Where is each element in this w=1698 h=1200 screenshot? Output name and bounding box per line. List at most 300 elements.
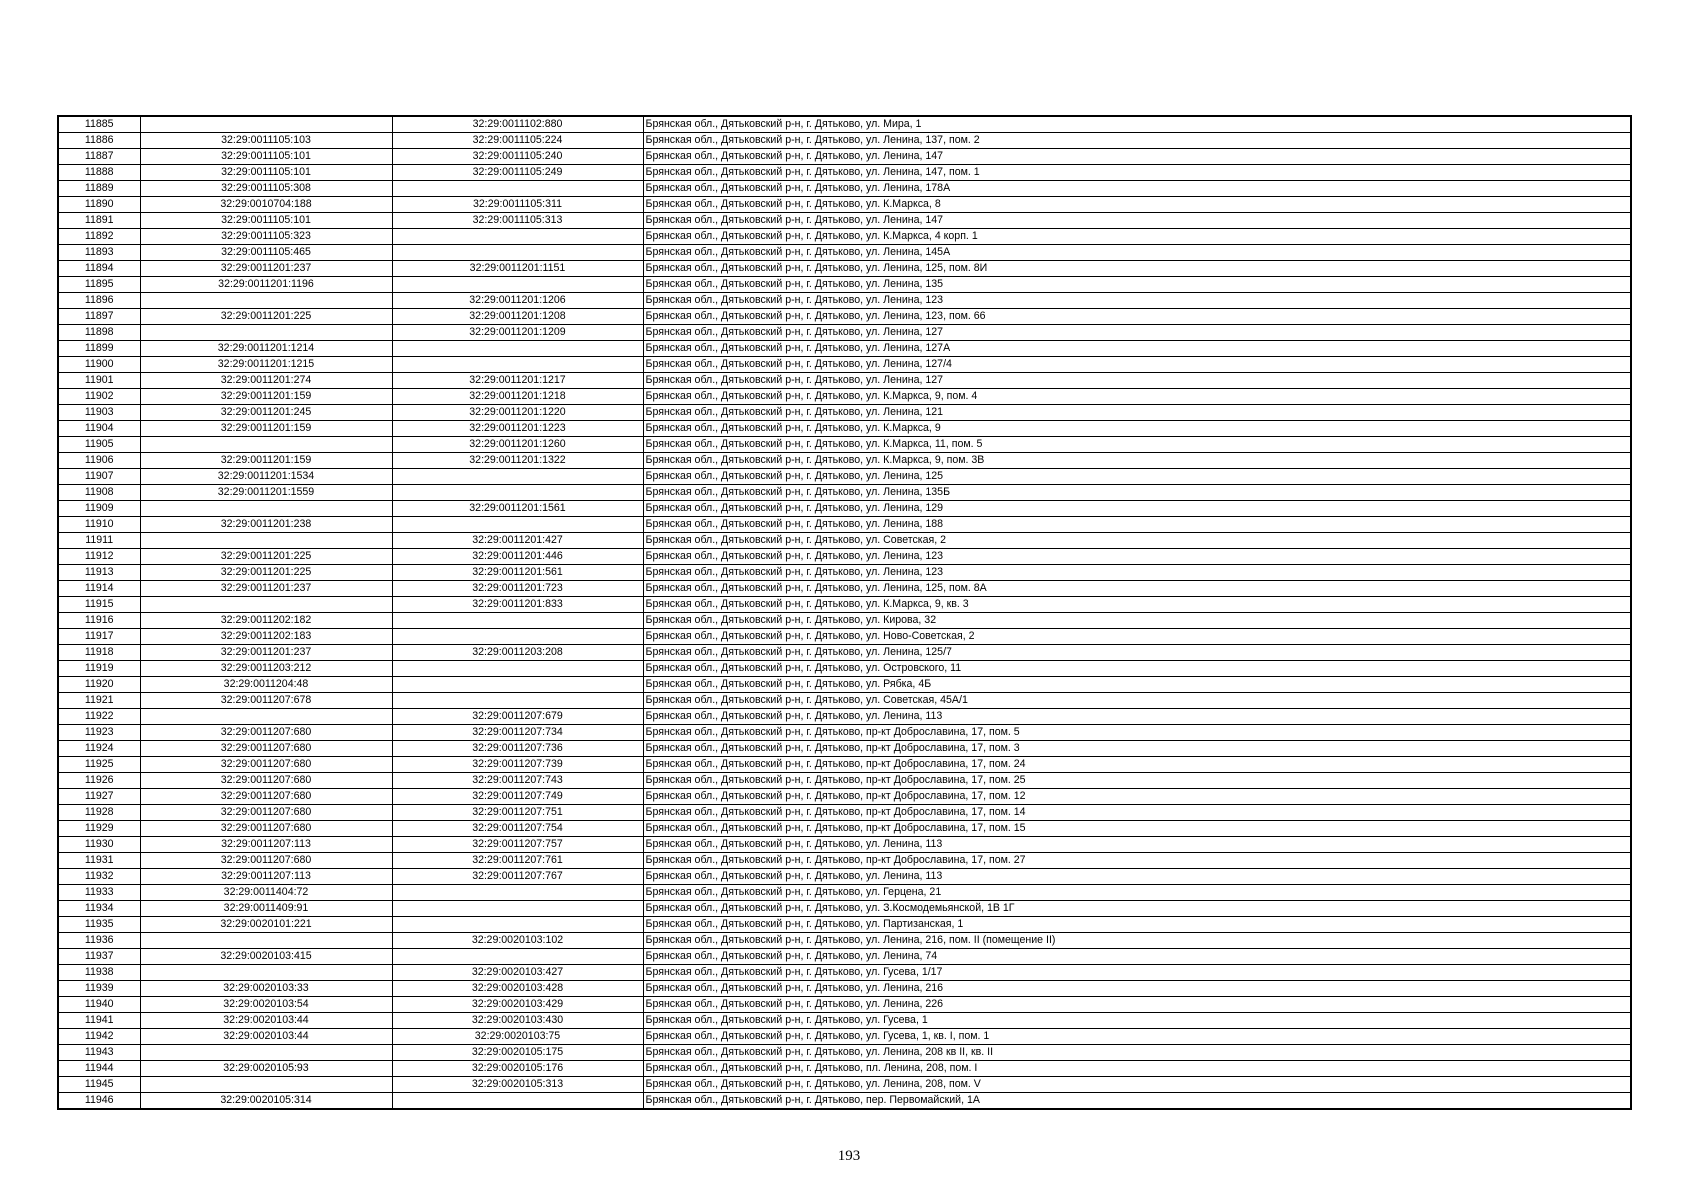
object-cadastral-number-cell: 32:29:0011102:880 xyxy=(392,116,643,133)
table-row xyxy=(58,213,1631,229)
object-cadastral-number-cell: 32:29:0011201:1322 xyxy=(392,453,643,469)
row-number-cell: 11891 xyxy=(58,213,140,229)
registry-table xyxy=(57,115,1632,1110)
address-cell: Брянская обл., Дятьковский р-н, г. Дятьково, ул. К.Маркса, 9, кв. 3 xyxy=(643,597,1631,613)
table-row xyxy=(58,949,1631,965)
address-cell: Брянская обл., Дятьковский р-н, г. Дятьково, ул. К.Маркса, 9 xyxy=(643,421,1631,437)
address-cell: Брянская обл., Дятьковский р-н, г. Дятьково, ул. Советская, 2 xyxy=(643,533,1631,549)
cadastral-number-cell: 32:29:0020103:44 xyxy=(140,1029,392,1045)
address-cell: Брянская обл., Дятьковский р-н, г. Дятьково, пл. Ленина, 208, пом. I xyxy=(643,1061,1631,1077)
address-cell: Брянская обл., Дятьковский р-н, г. Дятьково, ул. Ленина, 127/4 xyxy=(643,357,1631,373)
row-number-cell: 11922 xyxy=(58,709,140,725)
address-cell: Брянская обл., Дятьковский р-н, г. Дятьково, ул. Ленина, 127А xyxy=(643,341,1631,357)
table-row xyxy=(58,645,1631,661)
table-row xyxy=(58,1029,1631,1045)
object-cadastral-number-cell: 32:29:0011201:1561 xyxy=(392,501,643,517)
address-cell: Брянская обл., Дятьковский р-н, г. Дятьково, ул. Кирова, 32 xyxy=(643,613,1631,629)
table-row xyxy=(58,693,1631,709)
cadastral-number-cell: 32:29:0020105:93 xyxy=(140,1061,392,1077)
table-row xyxy=(58,181,1631,197)
row-number-cell: 11937 xyxy=(58,949,140,965)
address-cell: Брянская обл., Дятьковский р-н, г. Дятьково, ул. Ленина, 123 xyxy=(643,293,1631,309)
cadastral-number-cell: 32:29:0011202:182 xyxy=(140,613,392,629)
object-cadastral-number-cell: 32:29:0011201:561 xyxy=(392,565,643,581)
table-row xyxy=(58,485,1631,501)
table-row xyxy=(58,549,1631,565)
address-cell: Брянская обл., Дятьковский р-н, г. Дятьково, ул. Ленина, 135Б xyxy=(643,485,1631,501)
cadastral-number-cell: 32:29:0011201:1196 xyxy=(140,277,392,293)
table-row xyxy=(58,149,1631,165)
object-cadastral-number-cell xyxy=(392,613,643,629)
table-row xyxy=(58,501,1631,517)
table-row xyxy=(58,245,1631,261)
cadastral-number-cell: 32:29:0011203:212 xyxy=(140,661,392,677)
object-cadastral-number-cell: 32:29:0020105:175 xyxy=(392,1045,643,1061)
table-row xyxy=(58,437,1631,453)
object-cadastral-number-cell xyxy=(392,517,643,533)
object-cadastral-number-cell: 32:29:0011201:427 xyxy=(392,533,643,549)
cadastral-number-cell: 32:29:0011207:680 xyxy=(140,789,392,805)
row-number-cell: 11928 xyxy=(58,805,140,821)
cadastral-number-cell: 32:29:0011105:101 xyxy=(140,213,392,229)
address-cell: Брянская обл., Дятьковский р-н, г. Дятьково, ул. Ленина, 145А xyxy=(643,245,1631,261)
address-cell: Брянская обл., Дятьковский р-н, г. Дятьково, ул. К.Маркса, 4 корп. 1 xyxy=(643,229,1631,245)
table-row xyxy=(58,981,1631,997)
row-number-cell: 11920 xyxy=(58,677,140,693)
object-cadastral-number-cell: 32:29:0011201:833 xyxy=(392,597,643,613)
address-cell: Брянская обл., Дятьковский р-н, г. Дятьково, ул. Ленина, 137, пом. 2 xyxy=(643,133,1631,149)
table-row xyxy=(58,613,1631,629)
table-row xyxy=(58,1045,1631,1061)
cadastral-number-cell xyxy=(140,1045,392,1061)
table-row xyxy=(58,229,1631,245)
address-cell: Брянская обл., Дятьковский р-н, г. Дятьково, ул. Ленина, 226 xyxy=(643,997,1631,1013)
row-number-cell: 11931 xyxy=(58,853,140,869)
table-row xyxy=(58,757,1631,773)
address-cell: Брянская обл., Дятьковский р-н, г. Дятьково, ул. Островского, 11 xyxy=(643,661,1631,677)
object-cadastral-number-cell: 32:29:0011201:1209 xyxy=(392,325,643,341)
row-number-cell: 11938 xyxy=(58,965,140,981)
row-number-cell: 11943 xyxy=(58,1045,140,1061)
table-row xyxy=(58,773,1631,789)
table-row xyxy=(58,405,1631,421)
row-number-cell: 11946 xyxy=(58,1093,140,1110)
cadastral-number-cell: 32:29:0011201:274 xyxy=(140,373,392,389)
address-cell: Брянская обл., Дятьковский р-н, г. Дятьково, ул. Ленина, 125 xyxy=(643,469,1631,485)
address-cell: Брянская обл., Дятьковский р-н, г. Дятьково, ул. Партизанская, 1 xyxy=(643,917,1631,933)
row-number-cell: 11911 xyxy=(58,533,140,549)
object-cadastral-number-cell: 32:29:0011207:749 xyxy=(392,789,643,805)
address-cell: Брянская обл., Дятьковский р-н, г. Дятьково, ул. Гусева, 1/17 xyxy=(643,965,1631,981)
cadastral-number-cell: 32:29:0010704:188 xyxy=(140,197,392,213)
cadastral-number-cell: 32:29:0020101:221 xyxy=(140,917,392,933)
row-number-cell: 11932 xyxy=(58,869,140,885)
table-row xyxy=(58,917,1631,933)
row-number-cell: 11944 xyxy=(58,1061,140,1077)
object-cadastral-number-cell xyxy=(392,277,643,293)
table-row xyxy=(58,389,1631,405)
cadastral-number-cell xyxy=(140,709,392,725)
row-number-cell: 11925 xyxy=(58,757,140,773)
address-cell: Брянская обл., Дятьковский р-н, г. Дятьково, ул. Ленина, 121 xyxy=(643,405,1631,421)
address-cell: Брянская обл., Дятьковский р-н, г. Дятьково, пр-кт Доброславина, 17, пом. 24 xyxy=(643,757,1631,773)
address-cell: Брянская обл., Дятьковский р-н, г. Дятьково, ул. К.Маркса, 9, пом. 4 xyxy=(643,389,1631,405)
row-number-cell: 11939 xyxy=(58,981,140,997)
address-cell: Брянская обл., Дятьковский р-н, г. Дятьково, пер. Первомайский, 1А xyxy=(643,1093,1631,1110)
row-number-cell: 11923 xyxy=(58,725,140,741)
address-cell: Брянская обл., Дятьковский р-н, г. Дятьково, ул. К.Маркса, 9, пом. 3В xyxy=(643,453,1631,469)
table-row xyxy=(58,357,1631,373)
address-cell: Брянская обл., Дятьковский р-н, г. Дятьково, ул. Ленина, 125/7 xyxy=(643,645,1631,661)
table-row xyxy=(58,325,1631,341)
cadastral-number-cell xyxy=(140,965,392,981)
address-cell: Брянская обл., Дятьковский р-н, г. Дятьково, ул. Ленина, 125, пом. 8А xyxy=(643,581,1631,597)
row-number-cell: 11894 xyxy=(58,261,140,277)
object-cadastral-number-cell: 32:29:0020103:428 xyxy=(392,981,643,997)
address-cell: Брянская обл., Дятьковский р-н, г. Дятьково, ул. К.Маркса, 11, пом. 5 xyxy=(643,437,1631,453)
cadastral-number-cell: 32:29:0020103:33 xyxy=(140,981,392,997)
address-cell: Брянская обл., Дятьковский р-н, г. Дятьково, пр-кт Доброславина, 17, пом. 3 xyxy=(643,741,1631,757)
table-row xyxy=(58,725,1631,741)
cadastral-number-cell: 32:29:0011201:159 xyxy=(140,421,392,437)
address-cell: Брянская обл., Дятьковский р-н, г. Дятьково, ул. Ленина, 74 xyxy=(643,949,1631,965)
object-cadastral-number-cell: 32:29:0011201:1223 xyxy=(392,421,643,437)
object-cadastral-number-cell: 32:29:0011207:739 xyxy=(392,757,643,773)
table-row xyxy=(58,469,1631,485)
object-cadastral-number-cell: 32:29:0011105:249 xyxy=(392,165,643,181)
cadastral-number-cell: 32:29:0011201:159 xyxy=(140,453,392,469)
address-cell: Брянская обл., Дятьковский р-н, г. Дятьково, пр-кт Доброславина, 17, пом. 27 xyxy=(643,853,1631,869)
row-number-cell: 11896 xyxy=(58,293,140,309)
table-row xyxy=(58,1077,1631,1093)
row-number-cell: 11910 xyxy=(58,517,140,533)
cadastral-number-cell xyxy=(140,501,392,517)
row-number-cell: 11902 xyxy=(58,389,140,405)
object-cadastral-number-cell: 32:29:0011207:679 xyxy=(392,709,643,725)
cadastral-number-cell: 32:29:0020103:54 xyxy=(140,997,392,1013)
row-number-cell: 11912 xyxy=(58,549,140,565)
row-number-cell: 11901 xyxy=(58,373,140,389)
cadastral-number-cell: 32:29:0011404:72 xyxy=(140,885,392,901)
cadastral-number-cell xyxy=(140,116,392,133)
object-cadastral-number-cell xyxy=(392,629,643,645)
address-cell: Брянская обл., Дятьковский р-н, г. Дятьково, ул. К.Маркса, 8 xyxy=(643,197,1631,213)
object-cadastral-number-cell: 32:29:0011201:723 xyxy=(392,581,643,597)
row-number-cell: 11906 xyxy=(58,453,140,469)
address-cell: Брянская обл., Дятьковский р-н, г. Дятьково, ул. Герцена, 21 xyxy=(643,885,1631,901)
cadastral-number-cell xyxy=(140,293,392,309)
cadastral-number-cell: 32:29:0011201:1214 xyxy=(140,341,392,357)
table-row xyxy=(58,997,1631,1013)
row-number-cell: 11887 xyxy=(58,149,140,165)
object-cadastral-number-cell: 32:29:0011207:757 xyxy=(392,837,643,853)
row-number-cell: 11934 xyxy=(58,901,140,917)
row-number-cell: 11890 xyxy=(58,197,140,213)
cadastral-number-cell: 32:29:0011201:1559 xyxy=(140,485,392,501)
table-row xyxy=(58,453,1631,469)
row-number-cell: 11886 xyxy=(58,133,140,149)
cadastral-number-cell: 32:29:0011207:113 xyxy=(140,869,392,885)
object-cadastral-number-cell: 32:29:0011203:208 xyxy=(392,645,643,661)
table-row xyxy=(58,869,1631,885)
cadastral-number-cell xyxy=(140,325,392,341)
table-row xyxy=(58,581,1631,597)
table-row xyxy=(58,1013,1631,1029)
address-cell: Брянская обл., Дятьковский р-н, г. Дятьково, ул. Ленина, 178А xyxy=(643,181,1631,197)
cadastral-number-cell: 32:29:0020105:314 xyxy=(140,1093,392,1110)
address-cell: Брянская обл., Дятьковский р-н, г. Дятьково, пр-кт Доброславина, 17, пом. 15 xyxy=(643,821,1631,837)
table-row xyxy=(58,821,1631,837)
table-row xyxy=(58,661,1631,677)
row-number-cell: 11926 xyxy=(58,773,140,789)
page-number: 193 xyxy=(837,1148,861,1164)
address-cell: Брянская обл., Дятьковский р-н, г. Дятьково, пр-кт Доброславина, 17, пом. 5 xyxy=(643,725,1631,741)
address-cell: Брянская обл., Дятьковский р-н, г. Дятьково, ул. Ленина, 113 xyxy=(643,869,1631,885)
cadastral-number-cell: 32:29:0011201:238 xyxy=(140,517,392,533)
table-row xyxy=(58,629,1631,645)
cadastral-number-cell: 32:29:0011207:680 xyxy=(140,773,392,789)
object-cadastral-number-cell xyxy=(392,485,643,501)
address-cell: Брянская обл., Дятьковский р-н, г. Дятьково, ул. Ленина, 208, пом. V xyxy=(643,1077,1631,1093)
table-row xyxy=(58,885,1631,901)
row-number-cell: 11936 xyxy=(58,933,140,949)
row-number-cell: 11908 xyxy=(58,485,140,501)
row-number-cell: 11942 xyxy=(58,1029,140,1045)
table-row xyxy=(58,133,1631,149)
table-row xyxy=(58,197,1631,213)
address-cell: Брянская обл., Дятьковский р-н, г. Дятьково, ул. Мира, 1 xyxy=(643,116,1631,133)
cadastral-number-cell: 32:29:0011201:237 xyxy=(140,261,392,277)
cadastral-number-cell xyxy=(140,533,392,549)
object-cadastral-number-cell: 32:29:0011207:767 xyxy=(392,869,643,885)
object-cadastral-number-cell: 32:29:0011207:736 xyxy=(392,741,643,757)
object-cadastral-number-cell: 32:29:0020103:102 xyxy=(392,933,643,949)
object-cadastral-number-cell: 32:29:0011201:1206 xyxy=(392,293,643,309)
table-row xyxy=(58,261,1631,277)
cadastral-number-cell: 32:29:0011207:680 xyxy=(140,725,392,741)
object-cadastral-number-cell xyxy=(392,245,643,261)
address-cell: Брянская обл., Дятьковский р-н, г. Дятьково, ул. Ленина, 147, пом. 1 xyxy=(643,165,1631,181)
object-cadastral-number-cell xyxy=(392,949,643,965)
cadastral-number-cell: 32:29:0011207:680 xyxy=(140,757,392,773)
object-cadastral-number-cell xyxy=(392,357,643,373)
row-number-cell: 11899 xyxy=(58,341,140,357)
table-row xyxy=(58,837,1631,853)
row-number-cell: 11921 xyxy=(58,693,140,709)
cadastral-number-cell: 32:29:0011201:225 xyxy=(140,565,392,581)
address-cell: Брянская обл., Дятьковский р-н, г. Дятьково, ул. Ленина, 208 кв II, кв. II xyxy=(643,1045,1631,1061)
object-cadastral-number-cell: 32:29:0011105:240 xyxy=(392,149,643,165)
row-number-cell: 11930 xyxy=(58,837,140,853)
cadastral-number-cell: 32:29:0011105:101 xyxy=(140,165,392,181)
address-cell: Брянская обл., Дятьковский р-н, г. Дятьково, ул. Ленина, 127 xyxy=(643,373,1631,389)
object-cadastral-number-cell xyxy=(392,917,643,933)
row-number-cell: 11927 xyxy=(58,789,140,805)
cadastral-number-cell: 32:29:0011207:113 xyxy=(140,837,392,853)
row-number-cell: 11900 xyxy=(58,357,140,373)
row-number-cell: 11904 xyxy=(58,421,140,437)
row-number-cell: 11917 xyxy=(58,629,140,645)
cadastral-number-cell xyxy=(140,437,392,453)
cadastral-number-cell: 32:29:0011204:48 xyxy=(140,677,392,693)
row-number-cell: 11892 xyxy=(58,229,140,245)
row-number-cell: 11885 xyxy=(58,116,140,133)
table-row xyxy=(58,853,1631,869)
row-number-cell: 11933 xyxy=(58,885,140,901)
object-cadastral-number-cell xyxy=(392,469,643,485)
table-row xyxy=(58,965,1631,981)
object-cadastral-number-cell: 32:29:0011201:1220 xyxy=(392,405,643,421)
row-number-cell: 11940 xyxy=(58,997,140,1013)
table-row xyxy=(58,741,1631,757)
row-number-cell: 11924 xyxy=(58,741,140,757)
address-cell: Брянская обл., Дятьковский р-н, г. Дятьково, ул. Ленина, 113 xyxy=(643,837,1631,853)
address-cell: Брянская обл., Дятьковский р-н, г. Дятьково, ул. Ленина, 113 xyxy=(643,709,1631,725)
address-cell: Брянская обл., Дятьковский р-н, г. Дятьково, ул. Ленина, 216 xyxy=(643,981,1631,997)
object-cadastral-number-cell: 32:29:0020105:176 xyxy=(392,1061,643,1077)
table-row xyxy=(58,533,1631,549)
table-row xyxy=(58,565,1631,581)
table-row xyxy=(58,677,1631,693)
object-cadastral-number-cell xyxy=(392,677,643,693)
address-cell: Брянская обл., Дятьковский р-н, г. Дятьково, ул. Гусева, 1 xyxy=(643,1013,1631,1029)
row-number-cell: 11913 xyxy=(58,565,140,581)
address-cell: Брянская обл., Дятьковский р-н, г. Дятьково, ул. Ленина, 127 xyxy=(643,325,1631,341)
object-cadastral-number-cell: 32:29:0011201:1218 xyxy=(392,389,643,405)
cadastral-number-cell: 32:29:0020103:415 xyxy=(140,949,392,965)
cadastral-number-cell: 32:29:0011105:308 xyxy=(140,181,392,197)
object-cadastral-number-cell: 32:29:0020103:429 xyxy=(392,997,643,1013)
row-number-cell: 11897 xyxy=(58,309,140,325)
cadastral-number-cell: 32:29:0011201:159 xyxy=(140,389,392,405)
object-cadastral-number-cell: 32:29:0011207:751 xyxy=(392,805,643,821)
object-cadastral-number-cell xyxy=(392,341,643,357)
row-number-cell: 11929 xyxy=(58,821,140,837)
address-cell: Брянская обл., Дятьковский р-н, г. Дятьково, ул. Ленина, 123 xyxy=(643,549,1631,565)
cadastral-number-cell: 32:29:0011201:1534 xyxy=(140,469,392,485)
cadastral-number-cell: 32:29:0011409:91 xyxy=(140,901,392,917)
cadastral-number-cell xyxy=(140,933,392,949)
object-cadastral-number-cell: 32:29:0011201:1260 xyxy=(392,437,643,453)
cadastral-number-cell xyxy=(140,1077,392,1093)
row-number-cell: 11905 xyxy=(58,437,140,453)
address-cell: Брянская обл., Дятьковский р-н, г. Дятьково, ул. З.Космодемьянской, 1В 1Г xyxy=(643,901,1631,917)
row-number-cell: 11903 xyxy=(58,405,140,421)
object-cadastral-number-cell: 32:29:0011207:734 xyxy=(392,725,643,741)
cadastral-number-cell: 32:29:0011105:101 xyxy=(140,149,392,165)
row-number-cell: 11888 xyxy=(58,165,140,181)
table-row xyxy=(58,597,1631,613)
object-cadastral-number-cell xyxy=(392,1093,643,1110)
object-cadastral-number-cell: 32:29:0020103:427 xyxy=(392,965,643,981)
table-row xyxy=(58,293,1631,309)
object-cadastral-number-cell: 32:29:0020105:313 xyxy=(392,1077,643,1093)
table-row xyxy=(58,373,1631,389)
object-cadastral-number-cell: 32:29:0011207:743 xyxy=(392,773,643,789)
cadastral-number-cell: 32:29:0011207:678 xyxy=(140,693,392,709)
row-number-cell: 11945 xyxy=(58,1077,140,1093)
row-number-cell: 11919 xyxy=(58,661,140,677)
address-cell: Брянская обл., Дятьковский р-н, г. Дятьково, ул. Ленина, 147 xyxy=(643,213,1631,229)
address-cell: Брянская обл., Дятьковский р-н, г. Дятьково, ул. Ленина, 216, пом. II (помещение II) xyxy=(643,933,1631,949)
object-cadastral-number-cell: 32:29:0011105:311 xyxy=(392,197,643,213)
address-cell: Брянская обл., Дятьковский р-н, г. Дятьково, ул. Ленина, 125, пом. 8И xyxy=(643,261,1631,277)
cadastral-number-cell: 32:29:0011201:245 xyxy=(140,405,392,421)
cadastral-number-cell: 32:29:0020103:44 xyxy=(140,1013,392,1029)
table-row xyxy=(58,805,1631,821)
object-cadastral-number-cell: 32:29:0011201:1217 xyxy=(392,373,643,389)
row-number-cell: 11915 xyxy=(58,597,140,613)
object-cadastral-number-cell: 32:29:0020103:430 xyxy=(392,1013,643,1029)
object-cadastral-number-cell: 32:29:0011207:761 xyxy=(392,853,643,869)
address-cell: Брянская обл., Дятьковский р-н, г. Дятьково, ул. Ленина, 147 xyxy=(643,149,1631,165)
table-row xyxy=(58,341,1631,357)
object-cadastral-number-cell: 32:29:0011201:446 xyxy=(392,549,643,565)
object-cadastral-number-cell: 32:29:0011201:1208 xyxy=(392,309,643,325)
table-row xyxy=(58,901,1631,917)
cadastral-number-cell: 32:29:0011202:183 xyxy=(140,629,392,645)
address-cell: Брянская обл., Дятьковский р-н, г. Дятьково, ул. Ленина, 123, пом. 66 xyxy=(643,309,1631,325)
cadastral-number-cell: 32:29:0011105:465 xyxy=(140,245,392,261)
cadastral-number-cell: 32:29:0011201:225 xyxy=(140,309,392,325)
object-cadastral-number-cell xyxy=(392,181,643,197)
row-number-cell: 11914 xyxy=(58,581,140,597)
address-cell: Брянская обл., Дятьковский р-н, г. Дятьково, ул. Ленина, 129 xyxy=(643,501,1631,517)
address-cell: Брянская обл., Дятьковский р-н, г. Дятьково, ул. Ново-Советская, 2 xyxy=(643,629,1631,645)
address-cell: Брянская обл., Дятьковский р-н, г. Дятьково, пр-кт Доброславина, 17, пом. 12 xyxy=(643,789,1631,805)
row-number-cell: 11909 xyxy=(58,501,140,517)
table-row xyxy=(58,517,1631,533)
registry-table-body xyxy=(58,116,1631,1109)
address-cell: Брянская обл., Дятьковский р-н, г. Дятьково, ул. Гусева, 1, кв. I, пом. 1 xyxy=(643,1029,1631,1045)
table-row xyxy=(58,1093,1631,1110)
table-row xyxy=(58,709,1631,725)
table-row xyxy=(58,933,1631,949)
address-cell: Брянская обл., Дятьковский р-н, г. Дятьково, ул. Ленина, 123 xyxy=(643,565,1631,581)
object-cadastral-number-cell: 32:29:0011201:1151 xyxy=(392,261,643,277)
object-cadastral-number-cell xyxy=(392,901,643,917)
cadastral-number-cell: 32:29:0011201:225 xyxy=(140,549,392,565)
address-cell: Брянская обл., Дятьковский р-н, г. Дятьково, ул. Рябка, 4Б xyxy=(643,677,1631,693)
row-number-cell: 11935 xyxy=(58,917,140,933)
cadastral-number-cell: 32:29:0011207:680 xyxy=(140,821,392,837)
object-cadastral-number-cell xyxy=(392,693,643,709)
row-number-cell: 11898 xyxy=(58,325,140,341)
cadastral-number-cell: 32:29:0011105:103 xyxy=(140,133,392,149)
table-row xyxy=(58,309,1631,325)
address-cell: Брянская обл., Дятьковский р-н, г. Дятьково, ул. Советская, 45А/1 xyxy=(643,693,1631,709)
address-cell: Брянская обл., Дятьковский р-н, г. Дятьково, пр-кт Доброславина, 17, пом. 14 xyxy=(643,805,1631,821)
address-cell: Брянская обл., Дятьковский р-н, г. Дятьково, пр-кт Доброславина, 17, пом. 25 xyxy=(643,773,1631,789)
table-row xyxy=(58,277,1631,293)
cadastral-number-cell: 32:29:0011201:1215 xyxy=(140,357,392,373)
object-cadastral-number-cell xyxy=(392,661,643,677)
row-number-cell: 11895 xyxy=(58,277,140,293)
row-number-cell: 11918 xyxy=(58,645,140,661)
row-number-cell: 11893 xyxy=(58,245,140,261)
table-row xyxy=(58,421,1631,437)
cadastral-number-cell: 32:29:0011207:680 xyxy=(140,805,392,821)
table-row xyxy=(58,789,1631,805)
cadastral-number-cell xyxy=(140,597,392,613)
cadastral-number-cell: 32:29:0011201:237 xyxy=(140,581,392,597)
row-number-cell: 11889 xyxy=(58,181,140,197)
table-row xyxy=(58,1061,1631,1077)
address-cell: Брянская обл., Дятьковский р-н, г. Дятьково, ул. Ленина, 188 xyxy=(643,517,1631,533)
row-number-cell: 11916 xyxy=(58,613,140,629)
object-cadastral-number-cell: 32:29:0011105:224 xyxy=(392,133,643,149)
row-number-cell: 11907 xyxy=(58,469,140,485)
